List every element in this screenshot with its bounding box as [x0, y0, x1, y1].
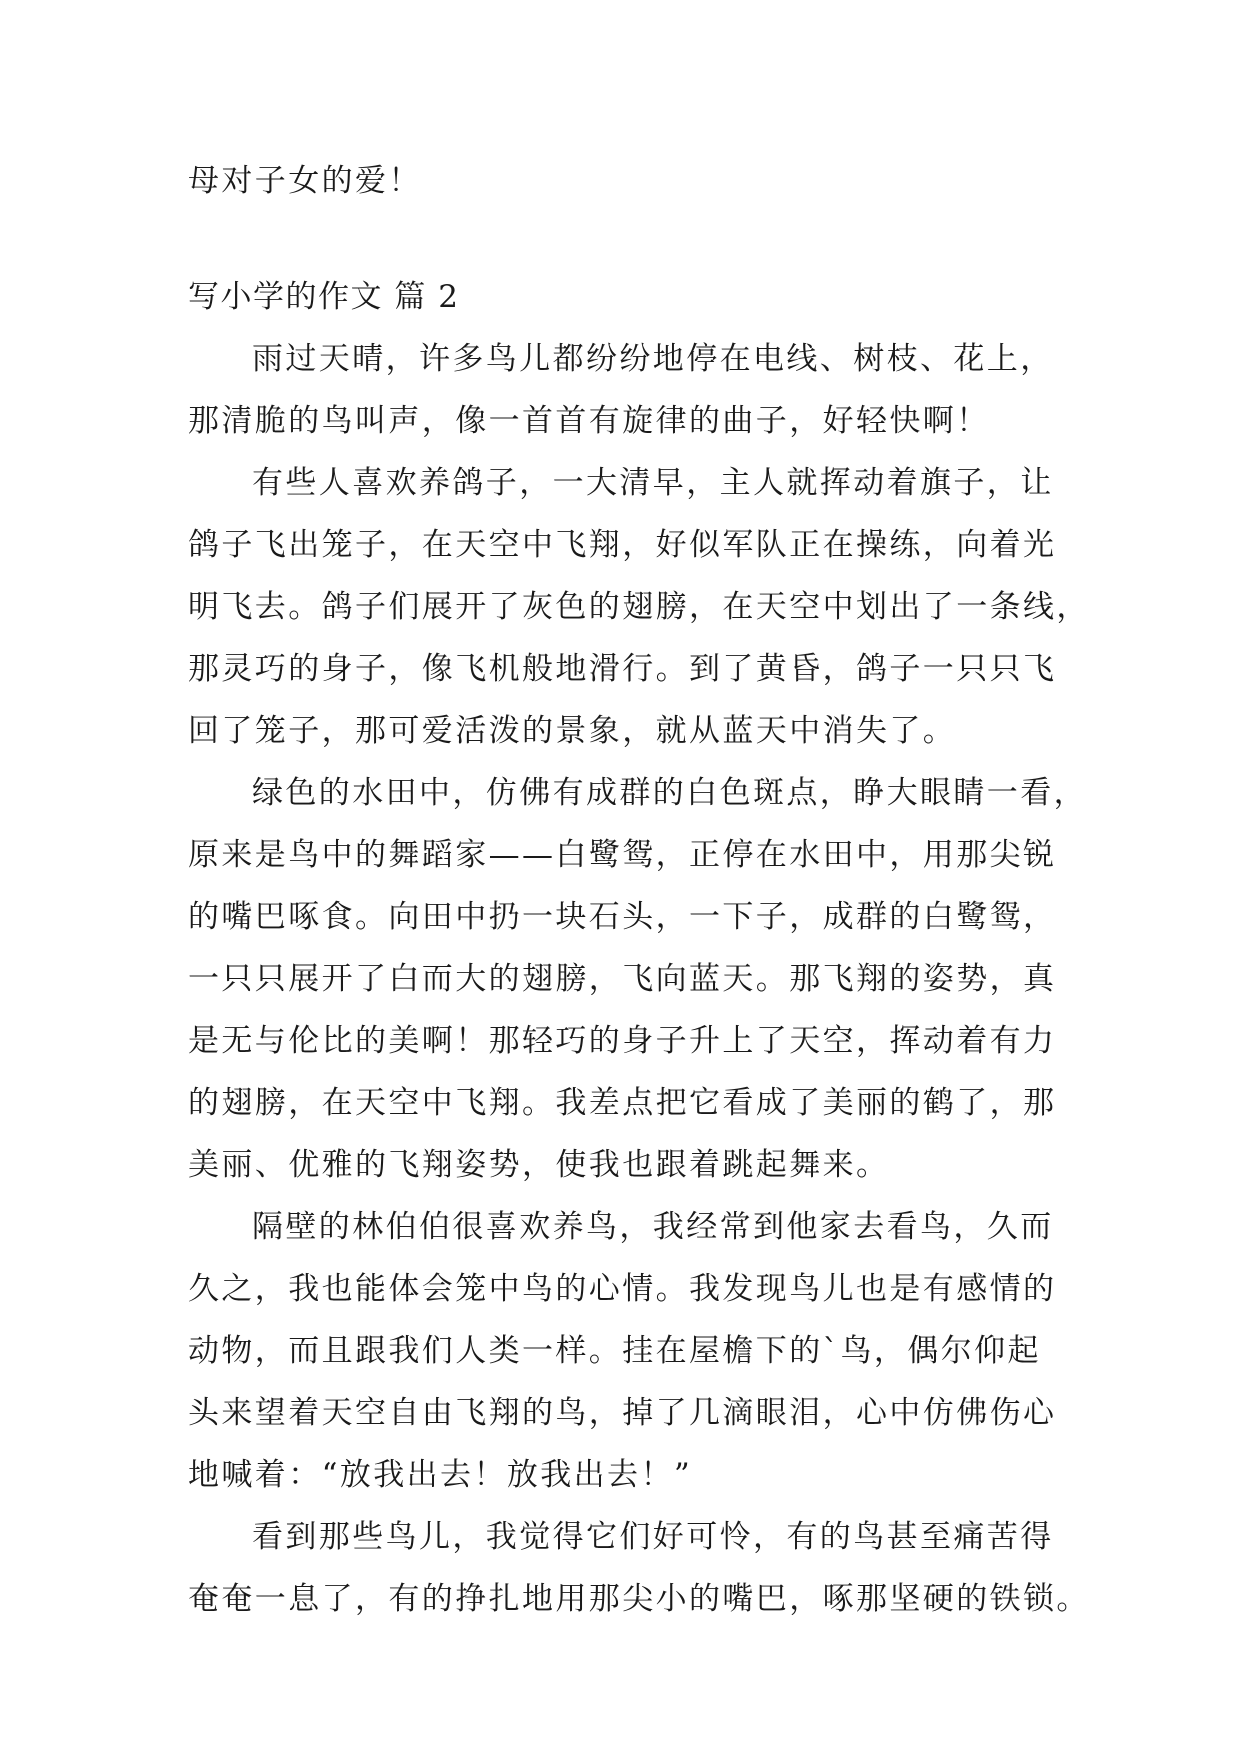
paragraph-line: 奄奄一息了，有的挣扎地用那尖小的嘴巴，啄那坚硬的铁锁。 — [188, 1581, 1090, 1617]
paragraph-line: 那清脆的鸟叫声，像一首首有旋律的曲子，好轻快啊！ — [188, 403, 990, 439]
paragraph-line: 地喊着：“放我出去！放我出去！” — [188, 1457, 693, 1493]
paragraph-line: 有些人喜欢养鸽子，一大清早，主人就挥动着旗子，让 — [252, 465, 1054, 501]
paragraph-line: 鸽子飞出笼子，在天空中飞翔，好似军队正在操练，向着光 — [188, 527, 1057, 563]
paragraph-line: 的嘴巴啄食。向田中扔一块石头，一下子，成群的白鹭鸳， — [188, 899, 1057, 935]
paragraph-line: 雨过天晴，许多鸟儿都纷纷地停在电线、树枝、花上， — [252, 341, 1054, 377]
paragraph-line: 美丽、优雅的飞翔姿势，使我也跟着跳起舞来。 — [188, 1147, 890, 1183]
document-page — [188, 150, 1090, 1630]
paragraph-line: 头来望着天空自由飞翔的鸟，掉了几滴眼泪，心中仿佛伤心 — [188, 1395, 1057, 1431]
previous-essay-ending: 母对子女的爱！ — [188, 163, 422, 199]
paragraph-1 — [188, 328, 1068, 452]
paragraph-line: 原来是鸟中的舞蹈家——白鹭鸳，正停在水田中，用那尖锐 — [188, 837, 1057, 873]
paragraph-line: 一只只展开了白而大的翅膀，飞向蓝天。那飞翔的姿势，真 — [188, 961, 1057, 997]
paragraph-line: 绿色的水田中，仿佛有成群的白色斑点，睁大眼睛一看， — [252, 775, 1087, 811]
paragraph-line: 隔壁的林伯伯很喜欢养鸟，我经常到他家去看鸟，久而 — [252, 1209, 1054, 1245]
paragraph-4 — [188, 1196, 1068, 1506]
paragraph-line: 的翅膀，在天空中飞翔。我差点把它看成了美丽的鹤了，那 — [188, 1085, 1057, 1121]
paragraph-line: 动物，而且跟我们人类一样。挂在屋檐下的`鸟，偶尔仰起 — [188, 1333, 1041, 1369]
paragraph-line: 那灵巧的身子，像飞机般地滑行。到了黄昏，鸽子一只只飞 — [188, 651, 1057, 687]
paragraph-line: 明飞去。鸽子们展开了灰色的翅膀，在天空中划出了一条线， — [188, 589, 1090, 625]
essay-heading: 写小学的作文 篇 2 — [188, 279, 460, 315]
paragraph-3 — [188, 762, 1087, 1196]
paragraph-line: 是无与伦比的美啊！那轻巧的身子升上了天空，挥动着有力 — [188, 1023, 1057, 1059]
paragraph-line: 回了笼子，那可爱活泼的景象，就从蓝天中消失了。 — [188, 713, 957, 749]
paragraph-line: 久之，我也能体会笼中鸟的心情。我发现鸟儿也是有感情的 — [188, 1271, 1057, 1307]
paragraph-5 — [188, 1506, 1090, 1630]
paragraph-line: 看到那些鸟儿，我觉得它们好可怜，有的鸟甚至痛苦得 — [252, 1519, 1054, 1555]
paragraph-2 — [188, 452, 1090, 762]
